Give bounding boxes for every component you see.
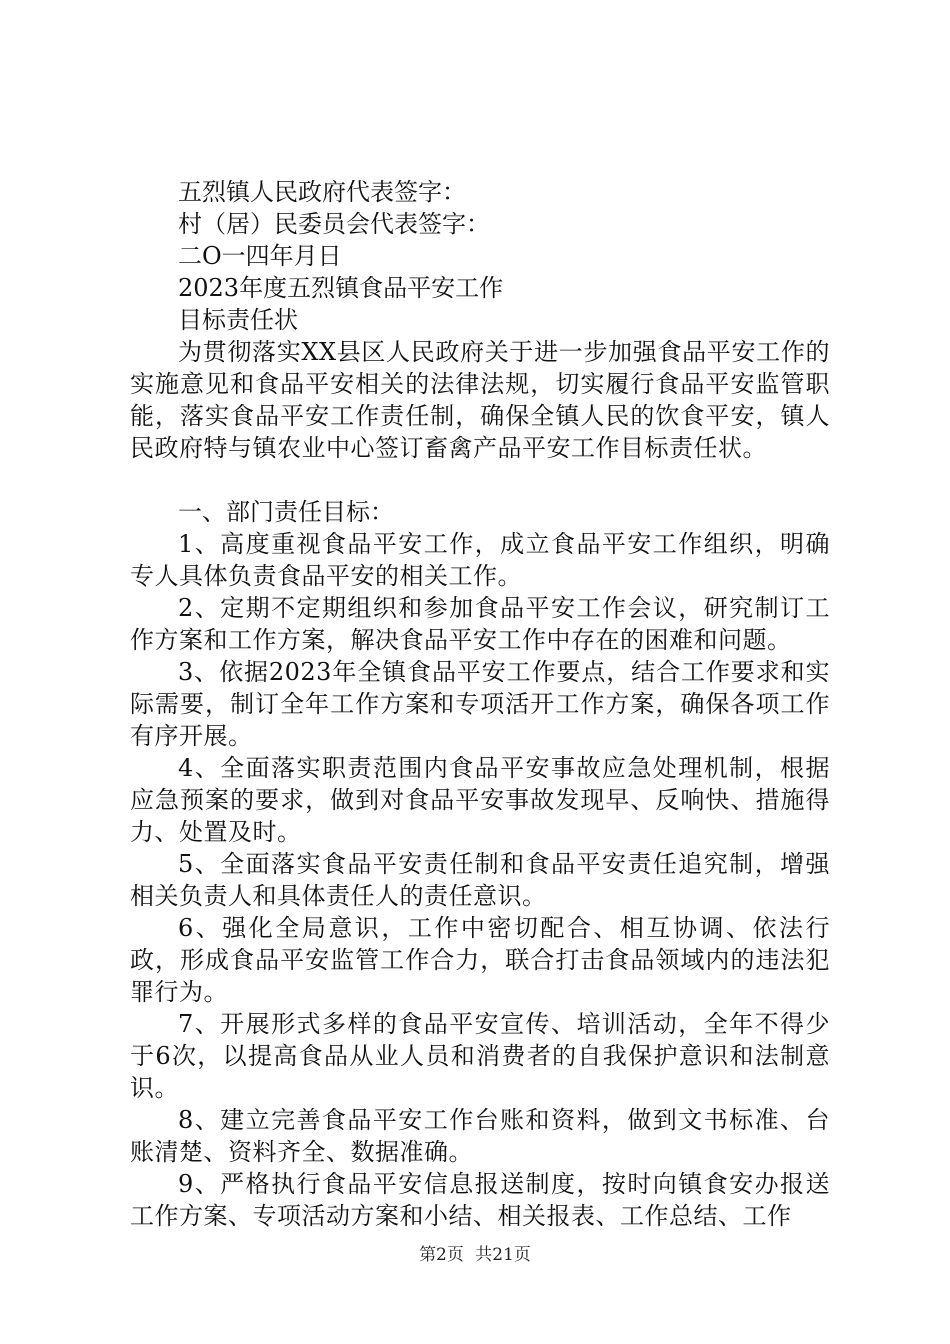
list-item: 9、严格执行食品平安信息报送制度，按时向镇食安办报送工作方案、专项活动方案和小结、相关报表、工作总结、工作 bbox=[130, 1170, 830, 1230]
section-title: 一、部门责任目标： bbox=[178, 498, 394, 526]
date-line: 二O一四年月日 bbox=[178, 242, 342, 270]
list-item: 8、建立完善食品平安工作台账和资料，做到文书标准、台账清楚、资料齐全、数据准确。 bbox=[130, 1106, 830, 1166]
list-item: 6、强化全局意识，工作中密切配合、相互协调、依法行政，形成食品平安监管工作合力，联合打击食品领域内的违法犯罪行为。 bbox=[130, 914, 830, 1006]
page-footer bbox=[0, 1244, 950, 1266]
paragraph-gap bbox=[130, 464, 830, 496]
list-item: 3、依据2023年全镇食品平安工作要点，结合工作要求和实际需要，制订全年工作方案和专项活开工作方案，确保各项工作有序开展。 bbox=[130, 658, 830, 750]
document-subtitle: 目标责任状 bbox=[178, 306, 298, 334]
signature-line-town-government: 五烈镇人民政府代表签字： bbox=[178, 178, 466, 206]
intro-paragraph: 为贯彻落实XX县区人民政府关于进一步加强食品平安工作的实施意见和食品平安相关的法律法规，切实履行食品平安监管职能，落实食品平安工作责任制，确保全镇人民的饮食平安，镇人民政府特与镇农业中心签订畜禽产品平安工作目标责任状。 bbox=[130, 338, 830, 462]
page-number: 第2页 bbox=[419, 1245, 464, 1265]
list-item: 5、全面落实食品平安责任制和食品平安责任追究制，增强相关负责人和具体责任人的责任意识。 bbox=[130, 850, 830, 910]
list-item: 2、定期不定期组织和参加食品平安工作会议，研究制订工作方案和工作方案，解决食品平安工作中存在的困难和问题。 bbox=[130, 594, 830, 654]
document-title: 2023年度五烈镇食品平安工作 bbox=[178, 274, 504, 302]
signature-line-village-committee: 村（居）民委员会代表签字： bbox=[178, 210, 490, 238]
list-item: 4、全面落实职责范围内食品平安事故应急处理机制，根据应急预案的要求，做到对食品平安事故发现早、反响快、措施得力、处置及时。 bbox=[130, 754, 830, 846]
list-item: 1、高度重视食品平安工作，成立食品平安工作组织，明确专人具体负责食品平安的相关工作。 bbox=[130, 530, 830, 590]
list-item: 7、开展形式多样的食品平安宣传、培训活动，全年不得少于6次，以提高食品从业人员和消费者的自我保护意识和法制意识。 bbox=[130, 1010, 830, 1102]
page-total: 共21页 bbox=[475, 1245, 531, 1265]
document-body bbox=[130, 176, 830, 1232]
